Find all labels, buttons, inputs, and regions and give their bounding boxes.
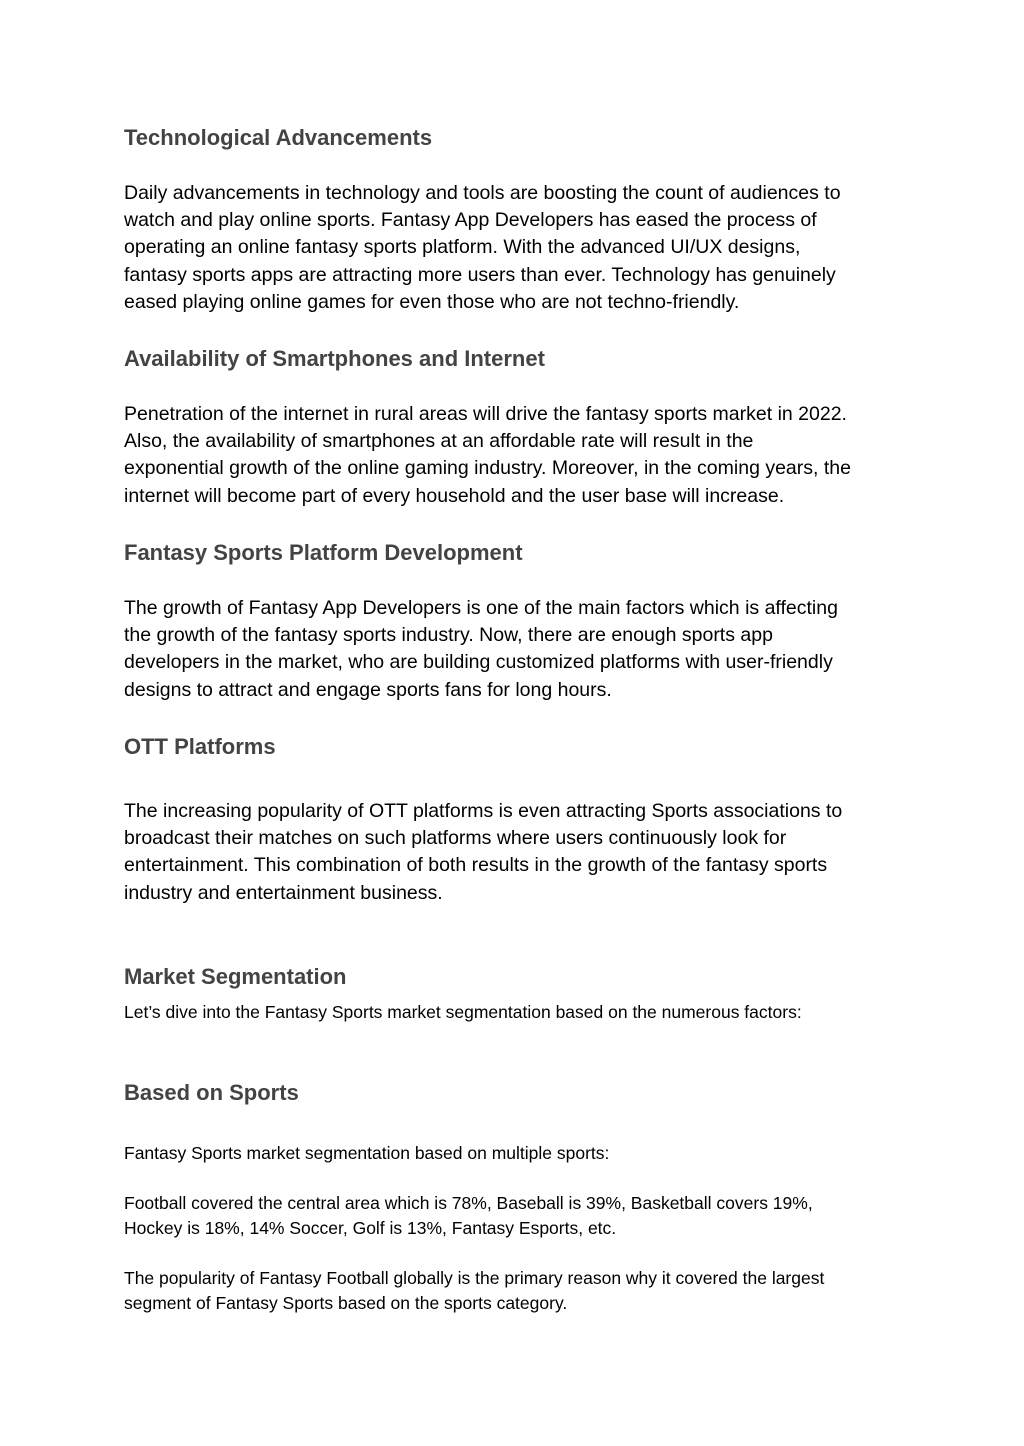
text-line: industry and entertainment business. <box>124 881 443 904</box>
text-line: exponential growth of the online gaming industry. Moreover, in the coming years, the <box>124 457 851 480</box>
text-line: Also, the availability of smartphones at an affordable rate will result in the <box>124 430 754 453</box>
text-line: designs to attract and engage sports fans for long hours. <box>124 678 612 701</box>
heading-availability-smartphones-internet: Availability of Smartphones and Internet <box>124 346 545 371</box>
heading-based-on-sports: Based on Sports <box>124 1080 299 1105</box>
text-line: Football covered the central area which is 78%, Baseball is 39%, Basketball covers 19%, <box>124 1193 813 1213</box>
paragraph-fantasy-football-popularity <box>124 1266 904 1316</box>
text-line: the growth of the fantasy sports industry. Now, there are enough sports app <box>124 624 773 647</box>
text-line: developers in the market, who are building customized platforms with user-friendly <box>124 651 833 674</box>
text-line: operating an online fantasy sports platform. With the advanced UI/UX designs, <box>124 236 801 259</box>
text-line: eased playing online games for even those who are not techno-friendly. <box>124 290 740 313</box>
text-line: internet will become part of every household and the user base will increase. <box>124 484 785 507</box>
text-line: fantasy sports apps are attracting more users than ever. Technology has genuinely <box>124 263 836 286</box>
paragraph-sports-percentages <box>124 1191 904 1241</box>
heading-market-segmentation: Market Segmentation <box>124 964 347 989</box>
text-line: entertainment. This combination of both results in the growth of the fantasy sports <box>124 854 828 877</box>
text-line: segment of Fantasy Sports based on the sports category. <box>124 1293 568 1313</box>
text-line: The popularity of Fantasy Football globally is the primary reason why it covered the largest <box>124 1268 825 1288</box>
text-line: The increasing popularity of OTT platforms is even attracting Sports associations to <box>124 800 843 822</box>
text-line: Fantasy Sports market segmentation based on multiple sports: <box>124 1143 610 1163</box>
paragraph-availability-smartphones-internet <box>124 401 904 510</box>
heading-technological-advancements: Technological Advancements <box>124 125 433 150</box>
paragraph-market-segmentation <box>124 1000 904 1025</box>
heading-platform-development: Fantasy Sports Platform Development <box>124 540 523 565</box>
text-line: Hockey is 18%, 14% Soccer, Golf is 13%, Fantasy Esports, etc. <box>124 1218 617 1238</box>
text-line: Daily advancements in technology and tools are boosting the count of audiences to <box>124 182 841 204</box>
paragraph-sports-intro <box>124 1141 904 1166</box>
paragraph-platform-development <box>124 595 904 704</box>
heading-ott-platforms: OTT Platforms <box>124 734 276 759</box>
paragraph-ott-platforms <box>124 798 904 907</box>
paragraph-technological-advancements <box>124 180 904 316</box>
text-line: Let’s dive into the Fantasy Sports market segmentation based on the numerous factors: <box>124 1002 802 1022</box>
text-line: The growth of Fantasy App Developers is one of the main factors which is affecting <box>124 597 838 619</box>
text-line: watch and play online sports. Fantasy App Developers has eased the process of <box>124 209 817 232</box>
text-line: Penetration of the internet in rural areas will drive the fantasy sports market in 2022. <box>124 403 847 425</box>
text-line: broadcast their matches on such platforms where users continuously look for <box>124 827 787 850</box>
